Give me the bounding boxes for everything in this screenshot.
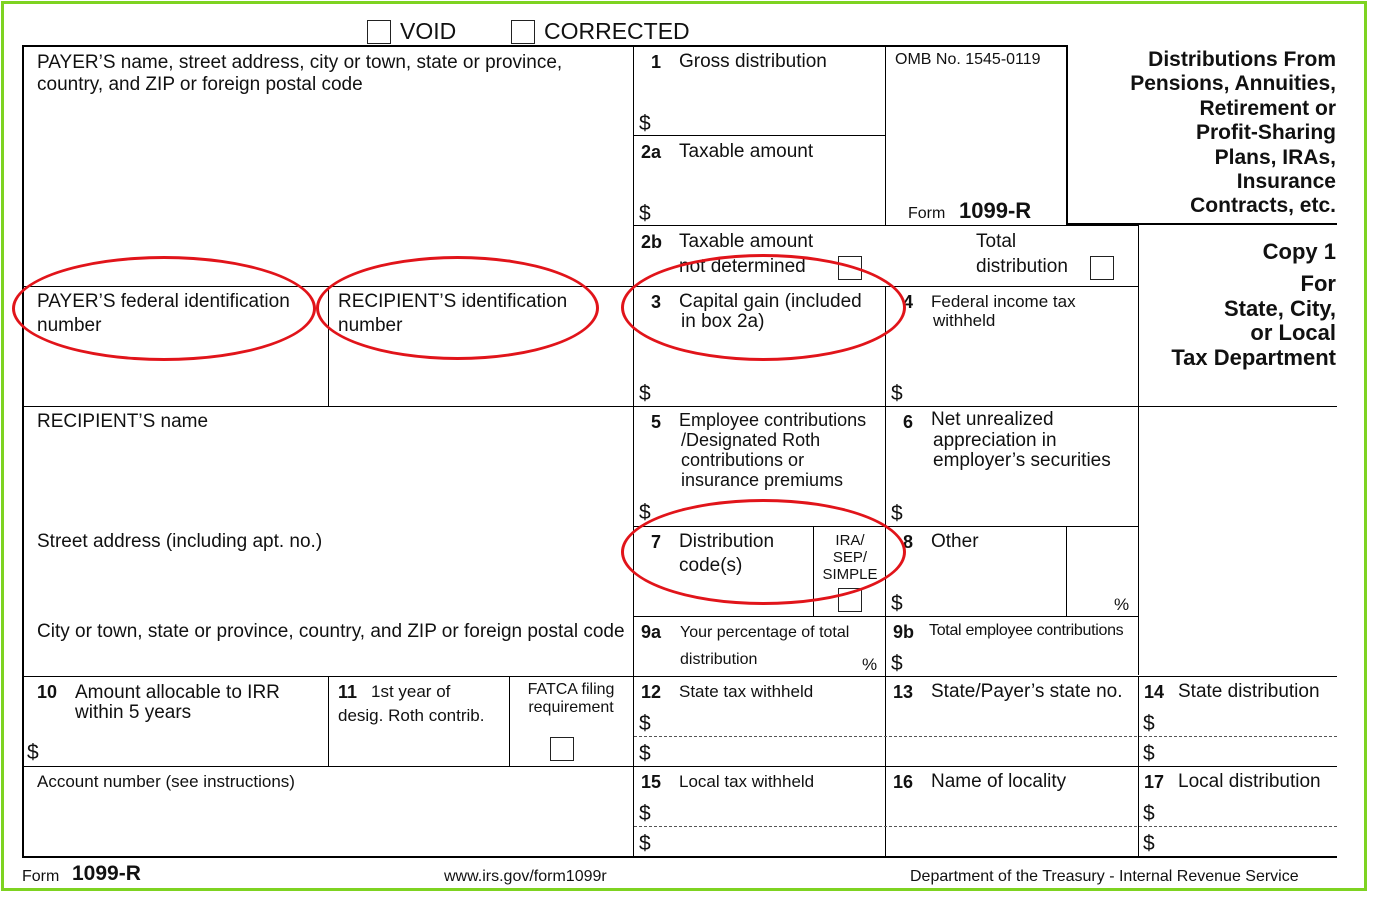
omb-number: OMB No. 1545-0119 — [895, 51, 1041, 68]
box-11-number: 11 — [338, 682, 358, 702]
box-4-label-2: withheld — [933, 311, 996, 330]
highlight-oval-box-7 — [621, 499, 906, 605]
box-9b-dollar: $ — [891, 652, 903, 675]
footer-form-word: Form — [22, 868, 60, 885]
box-15-number: 15 — [641, 772, 662, 792]
recipient-street-label: Street address (including apt. no.) — [37, 531, 323, 552]
box-6-label: Net unrealized appreciation in employer’s securities — [931, 409, 1111, 471]
box-11-label: 1st year of — [371, 682, 451, 701]
payer-name-label: PAYER’S name, street address, city or town, state or province, — [37, 52, 563, 73]
fatca-checkbox[interactable] — [550, 737, 574, 761]
box-14-dollar-2: $ — [1143, 742, 1155, 765]
box-2b-number: 2b — [641, 232, 663, 252]
box-2a-number: 2a — [641, 142, 662, 162]
box-6-dollar: $ — [891, 502, 903, 525]
box-3-label-2: in box 2a) — [681, 311, 765, 332]
highlight-oval-box-3 — [621, 254, 906, 361]
box-9a-percent: % — [862, 655, 878, 674]
corrected-label: CORRECTED — [544, 18, 690, 44]
box-17-number: 17 — [1144, 772, 1165, 792]
box-2b-label: Taxable amount — [679, 231, 814, 252]
box-12-number: 12 — [641, 682, 662, 702]
corrected-checkbox[interactable] — [511, 20, 535, 44]
box-5-label: Employee contributions /Designated Roth contributions or insurance premiums — [679, 410, 867, 490]
box-10-dollar: $ — [27, 741, 39, 764]
payer-name-label-2: country, and ZIP or foreign postal code — [37, 74, 363, 95]
box-12-dollar-2: $ — [639, 742, 651, 765]
highlight-oval-recipient-id — [316, 256, 599, 360]
box-13-number: 13 — [893, 682, 914, 702]
void-label: VOID — [400, 18, 457, 44]
box-2b-label-2: not determined — [679, 256, 806, 277]
box-14-label: State distribution — [1178, 681, 1320, 702]
box-15-label: Local tax withheld — [679, 772, 815, 791]
recipient-city-label: City or town, state or province, country, and ZIP or foreign postal code — [37, 621, 625, 642]
box-10-label-2: within 5 years — [75, 702, 192, 723]
box-15-dollar-1: $ — [639, 802, 651, 825]
box-1-dollar: $ — [639, 112, 651, 135]
omb-form-id: 1099-R — [959, 198, 1032, 223]
box-7-label: Distribution — [679, 531, 775, 552]
box-3-dollar: $ — [639, 382, 651, 405]
copy-designation: Copy 1 For State, City, or Local Tax Department — [1171, 239, 1336, 370]
box-17-label: Local distribution — [1178, 771, 1321, 792]
ira-sep-simple-label: IRA/ SEP/ SIMPLE — [822, 532, 878, 583]
box-2a-label: Taxable amount — [679, 141, 814, 162]
box-2a-dollar: $ — [639, 202, 651, 225]
box-4-number: 4 — [903, 292, 914, 312]
box-9b-label: Total employee contributions — [929, 622, 1124, 639]
box-8-percent: % — [1114, 595, 1130, 614]
box-17-dollar-1: $ — [1143, 802, 1155, 825]
recipient-id-label: RECIPIENT’S identification — [338, 291, 568, 312]
box-16-label: Name of locality — [931, 771, 1067, 792]
payer-fed-id-label-2: number — [37, 315, 102, 336]
box-9a-label: Your percentage of total — [680, 624, 850, 641]
box-8-number: 8 — [903, 532, 914, 552]
box-7-label-2: code(s) — [679, 555, 743, 576]
footer-url[interactable]: www.irs.gov/form1099r — [444, 868, 607, 885]
box-10-label: Amount allocable to IRR — [75, 682, 280, 703]
box-14-number: 14 — [1144, 682, 1165, 702]
footer-form-id: 1099-R — [72, 862, 141, 885]
box-5-number: 5 — [651, 412, 662, 432]
box-4-dollar: $ — [891, 382, 903, 405]
recipient-name-label: RECIPIENT’S name — [37, 411, 209, 432]
box-17-dollar-2: $ — [1143, 832, 1155, 855]
account-number-label: Account number (see instructions) — [37, 772, 295, 791]
box-15-dollar-2: $ — [639, 832, 651, 855]
fatca-label: FATCA filing requirement — [527, 681, 615, 716]
box-14-dollar-1: $ — [1143, 712, 1155, 735]
box-8-label: Other — [931, 531, 979, 552]
box-6-number: 6 — [903, 412, 914, 432]
box-9b-number: 9b — [893, 622, 915, 642]
box-12-label: State tax withheld — [679, 682, 814, 701]
total-distribution-label: Total — [976, 231, 1017, 252]
omb-form-word: Form — [908, 205, 946, 222]
void-checkbox[interactable] — [367, 20, 391, 44]
footer-department: Department of the Treasury - Internal Revenue Service — [910, 868, 1299, 885]
recipient-id-label-2: number — [338, 315, 403, 336]
box-16-number: 16 — [893, 772, 914, 792]
total-distribution-checkbox[interactable] — [1090, 256, 1114, 280]
box-4-label: Federal income tax — [931, 292, 1076, 311]
box-13-label: State/Payer’s state no. — [931, 681, 1123, 702]
box-9a-label-2: distribution — [680, 651, 758, 668]
box-9a-number: 9a — [641, 622, 662, 642]
form-title: Distributions From Pensions, Annuities, Retirement or Profit-Sharing Plans, IRAs, Insurance Contracts, etc. — [1130, 48, 1336, 218]
box-8-dollar: $ — [891, 592, 903, 615]
total-distribution-label-2: distribution — [976, 256, 1068, 277]
payer-fed-id-label: PAYER’S federal identification — [37, 291, 290, 312]
highlight-oval-payer-id — [12, 256, 316, 361]
box-5-dollar: $ — [639, 501, 651, 524]
box-11-label-2: desig. Roth contrib. — [338, 706, 485, 725]
box-3-number: 3 — [651, 292, 662, 312]
box-7-number: 7 — [651, 532, 662, 552]
box-12-dollar-1: $ — [639, 712, 651, 735]
box-3-label: Capital gain (included — [679, 291, 862, 312]
box-10-number: 10 — [37, 682, 58, 702]
box-1-label: Gross distribution — [679, 51, 827, 72]
box-1-number: 1 — [651, 52, 662, 72]
